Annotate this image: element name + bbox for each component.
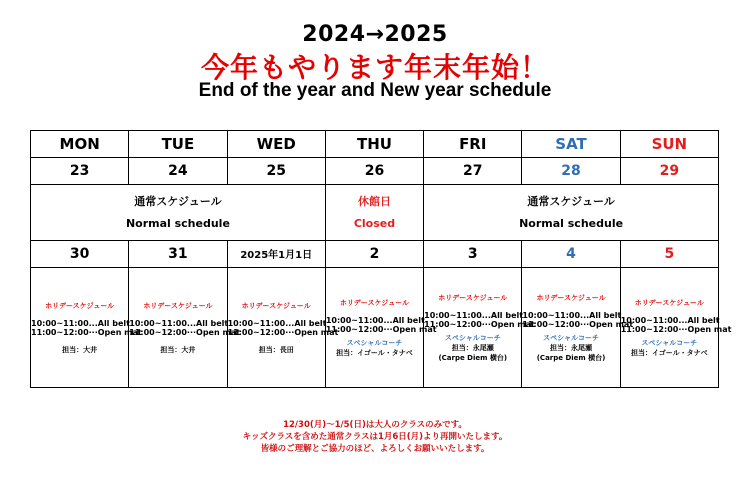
charge-label: 担当：イゴール・タナベ [631,348,708,357]
closed-en: Closed [353,216,396,230]
charge-label: 担当：大井 [62,345,98,354]
time-line: 11:00~12:00···Open mat [227,327,339,337]
normal-schedule-en: Normal schedule [125,216,230,230]
holiday-label: ホリデースケジュール [438,293,508,302]
time-line: 11:00~12:00···Open mat [129,327,241,337]
holiday-label: ホリデースケジュール [339,298,410,307]
charge-label: 担当：イゴール・タナベ [336,348,413,357]
header-title-jp: 今年もやります年末年始！ [200,51,549,84]
time-line: 11:00~12:00···Open mat [522,319,634,329]
date-cell: 29 [620,158,718,185]
date-cell: 2 [325,240,423,267]
date-cell: 5 [620,240,718,267]
time-line: 11:00~12:00···Open mat [424,319,535,329]
time-line: 10:00~11:00...All belt [325,315,425,325]
footer-notice [0,419,750,455]
closed-jp: 休館日 [357,194,391,208]
charge-label: 担当：長田 [258,345,294,354]
detail-cell-sat [522,268,634,388]
time-line: 10:00~11:00...All belt [129,318,229,328]
charge-label: 担当：大井 [160,345,196,354]
header-years: 2024→2025 [302,22,448,47]
holiday-label: ホリデースケジュール [536,293,606,302]
week1-date-row [31,158,719,185]
footer-line: 12/30(月)～1/5(日)は大人のクラスのみです。 [283,420,467,430]
holiday-label: ホリデースケジュール [143,301,213,310]
header-title-en: End of the year and New year schedule [198,80,552,101]
weekday-mon: MON [31,131,129,158]
footer-line: 皆様のご理解とご協力のほど、よろしくお願いいたします。 [260,444,490,454]
holiday-label: ホリデースケジュール [45,301,115,310]
time-line: 10:00~11:00...All belt [227,318,327,328]
date-cell: 30 [31,240,129,267]
detail-cell-thu [325,268,437,388]
time-line: 10:00~11:00...All belt [31,318,130,328]
time-line: 11:00~12:00···Open mat [325,324,437,334]
detail-cell-fri [424,268,535,388]
charge-label: 担当：永尾瀬 [550,343,593,352]
date-cell: 26 [325,158,423,185]
weekday-header-row [31,131,719,158]
weekday-fri: FRI [424,131,522,158]
special-coach-label: スペシャルコーチ [346,338,403,347]
date-cell: 4 [522,240,620,267]
detail-cell-tue [129,268,241,388]
date-cell: 3 [424,240,522,267]
date-cell: 24 [129,158,227,185]
date-cell: 25 [227,158,325,185]
weekday-thu: THU [325,131,423,158]
holiday-label: ホリデースケジュール [241,301,311,310]
date-cell: 31 [129,240,227,267]
special-coach-label: スペシャルコーチ [641,338,698,347]
closed-cell [325,185,423,240]
week1-schedule-row [31,185,719,240]
date-cell: 27 [424,158,522,185]
date-cell: 28 [522,158,620,185]
detail-cell-sun [620,268,732,388]
detail-cell-wed [227,268,339,388]
normal-schedule-jp: 通常スケジュール [134,194,222,208]
week2-detail-row [31,268,719,388]
normal-schedule-cell [31,185,326,240]
charge-label: 担当：永尾瀬 [451,343,494,352]
time-line: 10:00~11:00...All belt [424,310,524,320]
normal-schedule-en: Normal schedule [519,216,624,230]
special-coach-label: スペシャルコーチ [543,333,599,342]
time-line: 11:00~12:00···Open mat [31,327,142,337]
weekday-sat: SAT [522,131,620,158]
weekday-wed: WED [227,131,325,158]
footer-line: キッズクラスを含めた通常クラスは1月6日(月)より再開いたします。 [242,432,508,442]
week2-date-row [31,240,719,267]
weekday-tue: TUE [129,131,227,158]
normal-schedule-jp: 通常スケジュール [527,194,615,208]
venue-label: (Carpe Diem 横台) [438,353,508,362]
schedule-calendar [30,130,732,388]
holiday-label: ホリデースケジュール [634,298,704,307]
time-line: 10:00~11:00...All belt [522,310,622,320]
time-line: 10:00~11:00...All belt [620,315,720,325]
date-cell: 23 [31,158,129,185]
time-line: 11:00~12:00···Open mat [620,324,732,334]
weekday-sun: SUN [620,131,718,158]
detail-cell-mon [31,268,142,388]
normal-schedule-cell [424,185,719,240]
venue-label: (Carpe Diem 横台) [536,353,606,362]
special-coach-label: スペシャルコーチ [444,333,501,342]
date-cell: 2025年1月1日 [227,240,325,267]
